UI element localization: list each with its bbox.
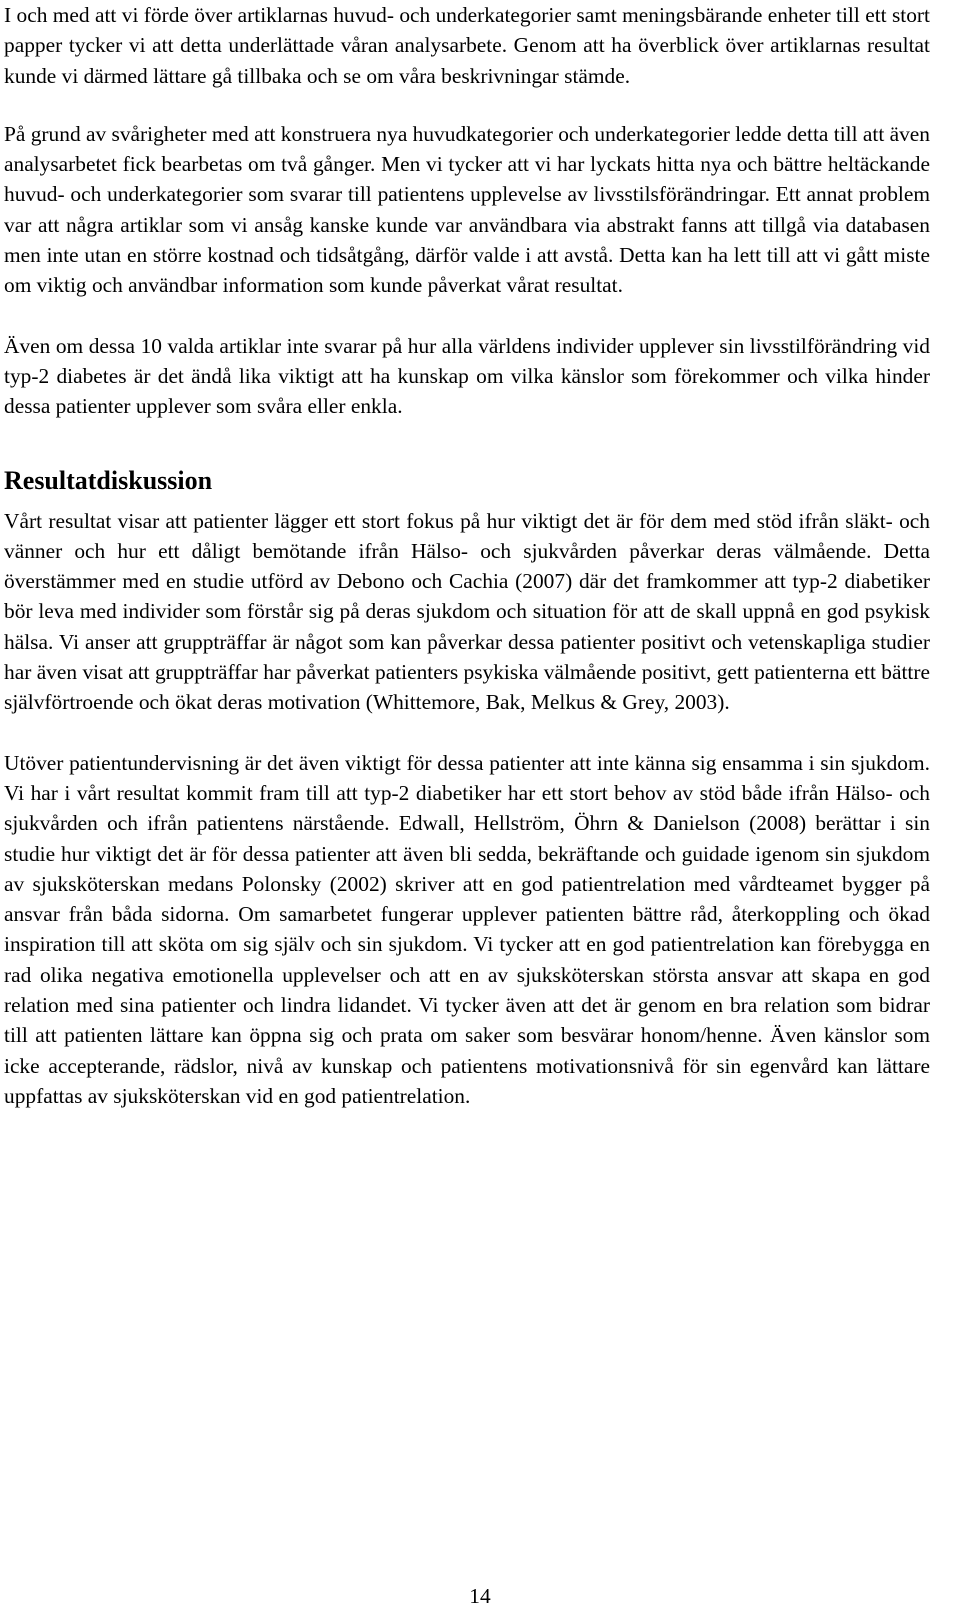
paragraph-patient-relation: Utöver patientundervisning är det även viktigt för dessa patienter att inte känna sig ensamma i sin sjukdom. Vi har i vårt resultat kommit fram till att typ-2 diabetiker har ett stort behov av stöd både ifrån Hälso- och sjukvården och ifrån patientens närstående. Edwall, Hellström, Öhrn & Danielson (2008) berättar i sin studie hur viktigt det är för dessa patienter att även bli sedda, bekräftande och guidade igenom sin sjukdom av sjuksköterskan medans Polonsky (2002) skriver att en god patientrelation med vårdteamet bygger på ansvar från båda sidorna. Om samarbetet fungerar upplever patienten bättre råd, återkoppling och ökad inspiration till att sköta om sig själv och sin sjukdom. Vi tycker att en god patientrelation kan förebygga en rad olika negativa emotionella upplevelser och att en av sjuksköterskan största ansvar att skapa en god relation med sina patienter och lindra lidandet. Vi tycker även att det är genom en bra relation som bidrar till att patienten lättare kan öppna sig och prata om saker som besvärar honom/henne. Även känslor som icke accepterande, rädslor, nivå av kunskap och patientens motivationsnivå för sin egenvård kan lättare uppfattas av sjuksköterskan vid en god patientrelation. [4, 750, 930, 1108]
paragraph-analysis-overview: I och med att vi förde över artiklarnas huvud- och underkategorier samt meningsbärande enheter till ett stort papper tycker vi att detta underlättade våran analysarbete. Genom att ha överblick över artiklarnas resultat kunde vi därmed lättare gå tillbaka och se om våra beskrivningar stämde. [4, 3, 930, 88]
paragraph-analysis-difficulties: På grund av svårigheter med att konstruera nya huvudkategorier och underkategorier ledde detta till att även analysarbetet fick bearbetas om två gånger. Men vi tycker att vi har lyckats hitta nya och bättre heltäckande huvud- och underkategorier som svarar till patientens upplevelse av livsstilsförändringar. Ett annat problem var att några artiklar som vi ansåg kanske kunde var användbara via abstrakt fanns att tillgå via databasen men inte utan en större kostnad och tidsåtgång, därför valde i att avstå. Detta kan ha lett till att vi gått miste om viktig och användbar information som kunde påverkat vårat resultat. [4, 121, 930, 298]
page-number: 14 [469, 1584, 491, 1608]
paragraph-article-limitations: Även om dessa 10 valda artiklar inte svarar på hur alla världens individer upplever sin livsstilförändring vid typ-2 diabetes är det ändå lika viktigt att ha kunskap om vilka känslor som förekommer och vilka hinder dessa patienter upplever som svåra eller enkla. [4, 333, 930, 419]
document-page [4, 0, 930, 1111]
section-heading: Resultatdiskussion [4, 465, 213, 495]
paragraph-result-support: Vårt resultat visar att patienter lägger ett stort fokus på hur viktigt det är för dem med stöd ifrån släkt- och vänner och hur ett dåligt bemötande ifrån Hälso- och sjukvården påverkar deras välmående. Detta överstämmer med en studie utförd av Debono och Cachia (2007) där det framkommer att typ-2 diabetiker bör leva med individer som förstår sig på deras sjukdom och situation för att de skall uppnå en god psykisk hälsa. Vi anser att gruppträffar är något som kan påverkar dessa patienter positivt och vetenskapliga studier har även visat att gruppträffar har påverkat patienters psykiska välmående positivt, gett patienterna ett bättre självförtroende och ökat deras motivation (Whittemore, Bak, Melkus & Grey, 2003). [4, 508, 930, 715]
